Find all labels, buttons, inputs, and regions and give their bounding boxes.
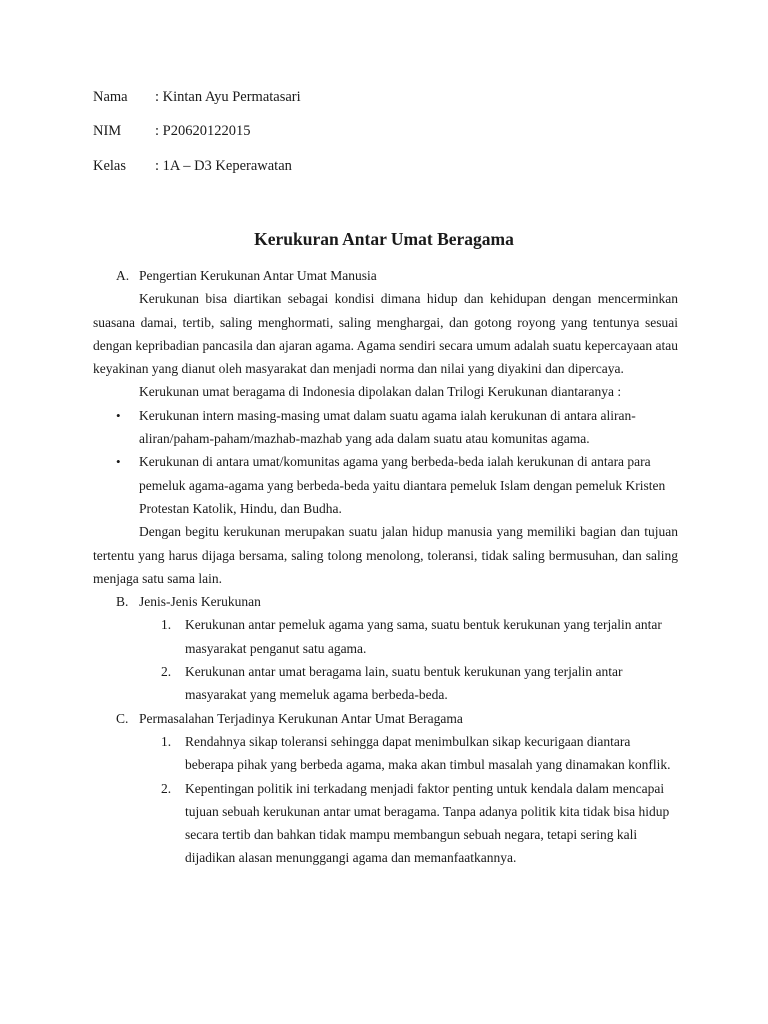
section-marker: B. [116, 594, 129, 610]
section-b-heading [93, 590, 678, 613]
class-label: Kelas [93, 158, 127, 174]
bullet-item [93, 404, 678, 451]
item-number: 2. [161, 664, 172, 680]
item-text: Kerukunan antar umat beragama lain, suatu bentuk kerukunan yang terjalin antar masyarakat yang memeluk agama berbeda-beda. [185, 664, 623, 703]
header-nim-row [93, 122, 250, 140]
name-label: Nama [93, 89, 128, 105]
header-name-row [93, 88, 301, 106]
numbered-item [93, 613, 678, 660]
nim-value: : P20620122015 [155, 123, 251, 139]
header-class-row [93, 157, 292, 175]
numbered-item [93, 777, 678, 870]
paragraph: Kerukunan umat beragama di Indonesia dipolakan dalan Trilogi Kerukunan diantaranya : [139, 384, 622, 400]
item-text: Kerukunan antar pemeluk agama yang sama, suatu bentuk kerukunan yang terjalin antar masyarakat penganut satu agama. [185, 617, 662, 656]
item-number: 1. [161, 617, 172, 633]
nim-label: NIM [93, 123, 122, 139]
bullet-icon: • [116, 454, 121, 470]
item-number: 1. [161, 733, 172, 749]
class-value: : 1A – D3 Keperawatan [155, 158, 292, 174]
item-number: 2. [161, 780, 172, 796]
bullet-item [93, 450, 678, 520]
page-title: Kerukuran Antar Umat Beragama [254, 229, 514, 249]
section-heading-text: Permasalahan Terjadinya Kerukunan Antar Umat Beragama [139, 710, 463, 726]
item-text: Rendahnya sikap toleransi sehingga dapat menimbulkan sikap kecurigaan diantara beberapa pihak yang berbeda agama, maka akan timbul masalah yang dinamakan konflik. [185, 733, 671, 773]
section-heading-text: Jenis-Jenis Kerukunan [139, 594, 261, 610]
paragraph: Dengan begitu kerukunan merupakan suatu jalan hidup manusia yang memiliki bagian dan tujuan tertentu yang harus dijaga bersama, saling tolong menolong, toleransi, tidak saling bermusuhan, dan saling menjaga satu sama lain. [93, 524, 678, 586]
document-body [93, 264, 678, 870]
item-text: Kepentingan politik ini terkadang menjadi faktor penting untuk kendala dalam mencapai tujuan sebuah kerukunan antar umat beragama. Tanpa adanya politik kita tidak bisa hidup secara tertib dan bahkan tidak mampu membangun sebuah negara, tetapi sering kali dijadikan alasan menunggangi agama dan memanfaatkannya. [185, 780, 670, 866]
section-a-heading [93, 264, 678, 287]
bullet-text: Kerukunan di antara umat/komunitas agama yang berbeda-beda ialah kerukunan di antara para pemeluk agama-agama yang berbeda-beda yaitu diantara pemeluk Islam dengan pemeluk Kristen Protestan Katolik, Hindu, dan Budha. [139, 454, 666, 516]
name-value: : Kintan Ayu Permatasari [155, 89, 301, 105]
bullet-text: Kerukunan intern masing-masing umat dalam suatu agama ialah kerukunan di antara aliran-aliran/paham-paham/mazhab-mazhab yang ada dalam suatu atau komunitas agama. [139, 407, 636, 447]
section-marker: C. [116, 710, 129, 726]
section-c-heading [93, 707, 678, 730]
numbered-item [93, 660, 678, 707]
section-marker: A. [116, 268, 130, 283]
numbered-item [93, 730, 678, 777]
bullet-icon: • [116, 407, 121, 423]
section-heading-text: Pengertian Kerukunan Antar Umat Manusia [139, 268, 377, 283]
paragraph: Kerukunan bisa diartikan sebagai kondisi dimana hidup dan kehidupan dengan mencerminkan suasana damai, tertib, saling menghormati, saling menghargai, dan gotong royong yang tentunya sesuai dengan kepribadian pancasila dan ajaran agama. Agama sendiri secara umum adalah suatu kepercayaan atau keyakinan yang dianut oleh masyarakat dan menjadi norma dan nilai yang diyakini dan dipercaya. [93, 291, 678, 377]
